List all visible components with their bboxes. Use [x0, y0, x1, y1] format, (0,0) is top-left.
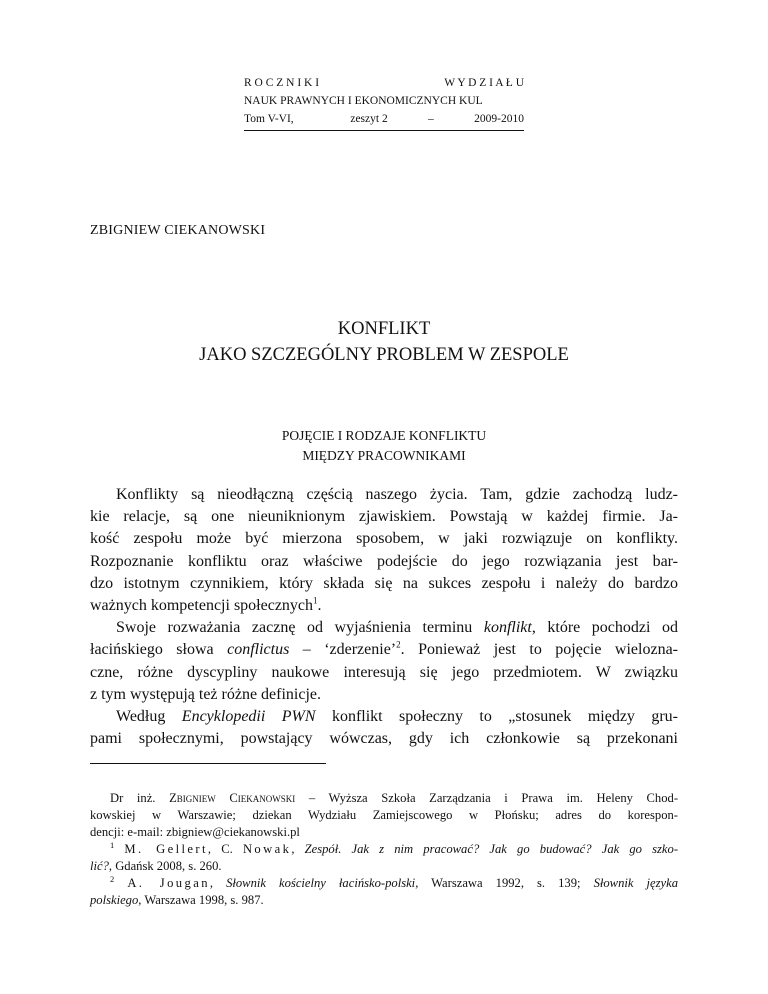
body-text: konflikt społeczny to „stosunek między gru-: [315, 708, 678, 726]
journal-dash: –: [428, 113, 434, 125]
footnote-title: polskiego: [90, 893, 139, 907]
footnote-text: , C.: [207, 842, 243, 856]
title-line-1: KONFLIKT: [337, 319, 431, 339]
footnote-line: [90, 858, 678, 875]
body-line: [90, 639, 678, 661]
body-line: pami społecznymi, powstający wówczas, gdy ich członkowie są przekonani: [90, 730, 678, 748]
footnote-title: Słownik języka: [593, 876, 678, 890]
section-heading: [90, 426, 678, 466]
footnote-line: dencji: e-mail: zbigniew@ciekanowski.pl: [90, 825, 300, 839]
footnote-text: , Warszawa 1998, s. 987.: [138, 893, 264, 907]
term-encyklopedia: Encyklopedii PWN: [181, 708, 316, 726]
body-text: – ‘zderzenie’: [289, 641, 397, 659]
body-text: .: [317, 597, 322, 615]
body-line: z tym występują też różne definicje.: [90, 685, 322, 703]
journal-years: 2009-2010: [474, 113, 524, 125]
body-line: czne, różne dyscypliny naukowe interesują się jego przedmiotem. W związku: [90, 663, 678, 681]
footnote-title: lić?: [90, 859, 109, 873]
footnote-author: M. Gellert: [124, 842, 208, 856]
body-text: łacińskiego słowa: [90, 641, 228, 659]
article-title: [90, 316, 678, 368]
footnote-ref-2[interactable]: 2: [396, 640, 401, 651]
footnote-title: Zespół. Jak z nim pracować? Jak go budować? Jak go szko-: [304, 842, 679, 856]
body-text: Według: [116, 708, 182, 726]
footnote-title: Słownik kościelny łacińsko-polski: [226, 876, 416, 890]
body-text: ważnych kompetencji społecznych: [90, 597, 314, 615]
section-heading-line-1: POJĘCIE I RODZAJE KONFLIKTU: [281, 428, 487, 443]
body-line: dzo istotnym czynnikiem, który składa się na sukces zespołu i należy do bardzo: [90, 574, 678, 592]
footnote-number: 1: [110, 839, 115, 850]
term-konflikt: konflikt: [483, 619, 532, 637]
body-line: Konflikty są nieodłączną częścią naszego życia. Tam, gdzie zachodzą ludz-: [116, 486, 678, 503]
footnote-text: ,: [291, 842, 305, 856]
article-body: [90, 484, 678, 750]
journal-name-line: [244, 74, 524, 92]
footnotes: [90, 790, 678, 909]
body-text: Swoje rozważania zacznę od wyjaśnienia terminu: [116, 619, 484, 637]
footnote-line: kowskiej w Warszawie; dziekan Wydziału Zamiejscowego w Płońsku; adres do korespon-: [90, 808, 678, 822]
journal-word-roczniki: R O C Z N I K I: [244, 77, 320, 89]
body-text: . Ponieważ jest to pojęcie wielozna-: [400, 641, 679, 659]
footnote-text: ,: [209, 876, 227, 890]
term-conflictus: conflictus: [227, 641, 290, 659]
footnote-1: [90, 841, 678, 858]
body-line: [90, 595, 678, 617]
footnote-author: A. Jougan: [127, 876, 210, 890]
journal-subtitle: NAUK PRAWNYCH I EKONOMICZNYCH KUL: [244, 95, 483, 107]
footnote-text: Dr inż.: [110, 791, 170, 805]
footnote-text: , Warszawa 1992, s. 139;: [415, 876, 594, 890]
author-name-smallcaps: Zbigniew Ciekanowski: [169, 791, 296, 805]
footnote-text: – Wyższa Szkoła Zarządzania i Prawa im. Heleny Chod-: [295, 791, 679, 805]
footnote-ref-1[interactable]: 1: [313, 595, 318, 606]
journal-issue: zeszyt 2: [350, 113, 388, 125]
title-line-2: JAKO SZCZEGÓLNY PROBLEM W ZESPOLE: [199, 345, 569, 365]
article-author: ZBIGNIEW CIEKANOWSKI: [90, 223, 266, 238]
footnote-2: [90, 875, 678, 892]
footnote-author: Nowak: [242, 842, 292, 856]
body-line: Rozpoznanie konfliktu oraz właściwe podejście do jego rozwiązania jest bar-: [90, 552, 678, 570]
body-line: kość zespołu może być mierzona sposobem, w jaki rozwiązuje on konflikty.: [90, 530, 678, 548]
journal-header: [244, 74, 524, 131]
body-text: , które pochodzi od: [531, 619, 679, 637]
journal-volume-line: [244, 110, 524, 131]
body-line: kie relacje, są one nieuniknionym zjawiskiem. Powstają w każdej firmie. Ja-: [90, 508, 678, 526]
body-line: [90, 617, 678, 639]
body-line: [90, 706, 678, 728]
footnote-affiliation: [90, 790, 678, 807]
journal-word-wydzialu: W Y D Z I A Ł U: [444, 77, 524, 89]
footnote-separator: [90, 763, 326, 764]
footnote-number: 2: [110, 873, 115, 884]
footnote-line: [90, 892, 678, 909]
journal-volume: Tom V-VI,: [244, 113, 294, 125]
footnote-text: , Gdańsk 2008, s. 260.: [108, 859, 222, 873]
section-heading-line-2: MIĘDZY PRACOWNIKAMI: [302, 448, 466, 463]
